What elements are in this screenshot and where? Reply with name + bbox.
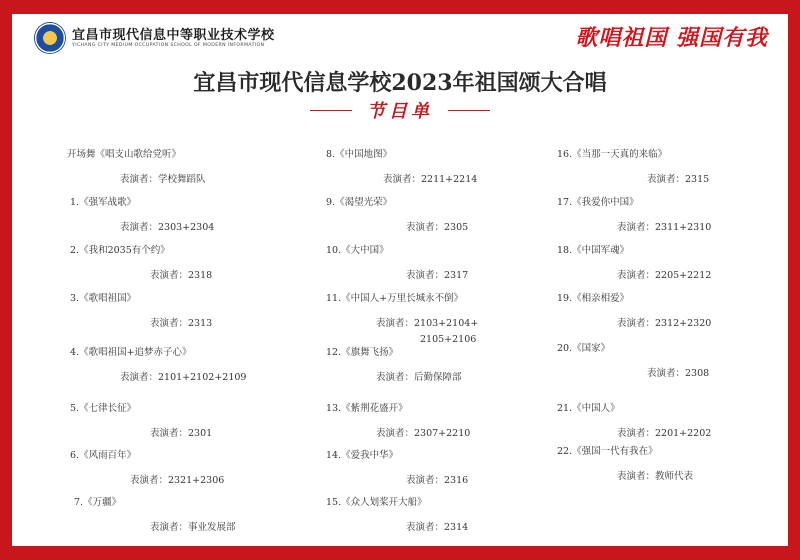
program-item — [70, 290, 212, 329]
program-name: 17.《我爱你中国》 — [557, 197, 639, 208]
school-name: 宜昌市现代信息中等职业技术学校 — [72, 28, 275, 43]
program-name: 开场舞《唱支山歌给党听》 — [67, 149, 182, 160]
program-item — [70, 344, 246, 383]
program-performer: 表演者：2312+2320 — [617, 318, 712, 329]
slogan: 歌唱祖国 强国有我 — [575, 26, 768, 51]
program-performer: 表演者：2201+2202 — [617, 428, 712, 439]
program-sheet — [12, 14, 788, 546]
program-item — [326, 344, 462, 383]
program-name: 15.《众人划桨开大船》 — [326, 497, 427, 508]
school-logo — [34, 22, 66, 54]
program-performer: 表演者：2103+2104+ — [376, 318, 479, 329]
subtitle-rule-right — [448, 110, 490, 111]
program-performer: 表演者：2303+2304 — [120, 222, 215, 233]
subtitle: 节目单 — [367, 101, 433, 122]
program-performer: 表演者：2313 — [150, 318, 213, 329]
program-item — [326, 146, 477, 185]
program-name: 11.《中国人+万里长城永不倒》 — [326, 293, 464, 304]
program-name: 3.《歌唱祖国》 — [70, 293, 137, 304]
program-performer: 表演者：2301 — [150, 428, 213, 439]
program-item — [326, 494, 468, 533]
program-performer: 表演者：学校舞蹈队 — [120, 174, 206, 185]
program-name: 19.《相亲相爱》 — [557, 293, 630, 304]
program-name: 6.《风雨百年》 — [70, 450, 137, 461]
program-item — [326, 290, 478, 345]
program-name: 16.《当那一天真的来临》 — [557, 149, 668, 160]
program-performer: 表演者：2305 — [406, 222, 469, 233]
program-item — [326, 242, 468, 281]
school-name-english: YICHANG CITY MEDIUM OCCUPATION SCHOOL OF MODERN INFORMATION — [72, 43, 265, 48]
program-performer-continued: 2105+2106 — [420, 334, 477, 345]
program-performer: 表演者：2314 — [406, 522, 469, 533]
program-item — [557, 290, 711, 329]
page-title: 宜昌市现代信息学校2023年祖国颂大合唱 — [193, 70, 607, 96]
program-item — [557, 146, 709, 185]
program-item — [557, 443, 693, 482]
program-name: 18.《中国军魂》 — [557, 245, 630, 256]
program-name: 7.《万疆》 — [74, 497, 122, 508]
program-performer: 表演者：2307+2210 — [376, 428, 471, 439]
program-performer: 表演者：后勤保障部 — [376, 372, 462, 383]
program-name: 8.《中国地图》 — [326, 149, 393, 160]
program-item — [557, 340, 709, 379]
program-name: 21.《中国人》 — [557, 403, 620, 414]
program-performer: 表演者：2316 — [406, 475, 469, 486]
program-name: 2.《我和2035有个约》 — [70, 245, 170, 256]
program-item — [67, 146, 206, 185]
program-item — [70, 400, 212, 439]
subtitle-row — [12, 97, 788, 123]
program-performer: 表演者：2318 — [150, 270, 213, 281]
program-name: 20.《国家》 — [557, 343, 611, 354]
subtitle-rule-left — [310, 110, 352, 111]
program-name: 5.《七律长征》 — [70, 403, 137, 414]
program-performer: 表演者：2321+2306 — [130, 475, 225, 486]
program-performer: 表演者：2311+2310 — [617, 222, 712, 233]
program-performer: 表演者：2211+2214 — [383, 174, 478, 185]
program-item — [70, 194, 214, 233]
program-name: 14.《爱我中华》 — [326, 450, 399, 461]
program-item — [74, 494, 236, 533]
program-performer: 表演者：教师代表 — [617, 471, 694, 482]
program-item — [557, 242, 711, 281]
program-name: 4.《歌唱祖国+追梦赤子心》 — [70, 347, 192, 358]
program-name: 1.《强军战歌》 — [70, 197, 137, 208]
program-performer: 表演者：2315 — [647, 174, 710, 185]
program-performer: 表演者：2308 — [647, 368, 710, 379]
program-performer: 表演者：2317 — [406, 270, 469, 281]
program-item — [557, 194, 711, 233]
program-item — [326, 400, 470, 439]
program-name: 12.《旗舞飞扬》 — [326, 347, 399, 358]
program-item — [326, 194, 468, 233]
program-name: 10.《大中国》 — [326, 245, 389, 256]
program-item — [70, 242, 212, 281]
program-name: 13.《紫荆花盛开》 — [326, 403, 408, 414]
program-performer: 表演者：事业发展部 — [150, 522, 236, 533]
program-item — [326, 447, 468, 486]
header-bar — [12, 14, 788, 58]
program-name: 9.《渴望光荣》 — [326, 197, 393, 208]
program-performer: 表演者：2101+2102+2109 — [120, 372, 247, 383]
program-item — [557, 400, 711, 439]
program-performer: 表演者：2205+2212 — [617, 270, 712, 281]
program-item — [70, 447, 224, 486]
program-name: 22.《强国一代有我在》 — [557, 446, 658, 457]
